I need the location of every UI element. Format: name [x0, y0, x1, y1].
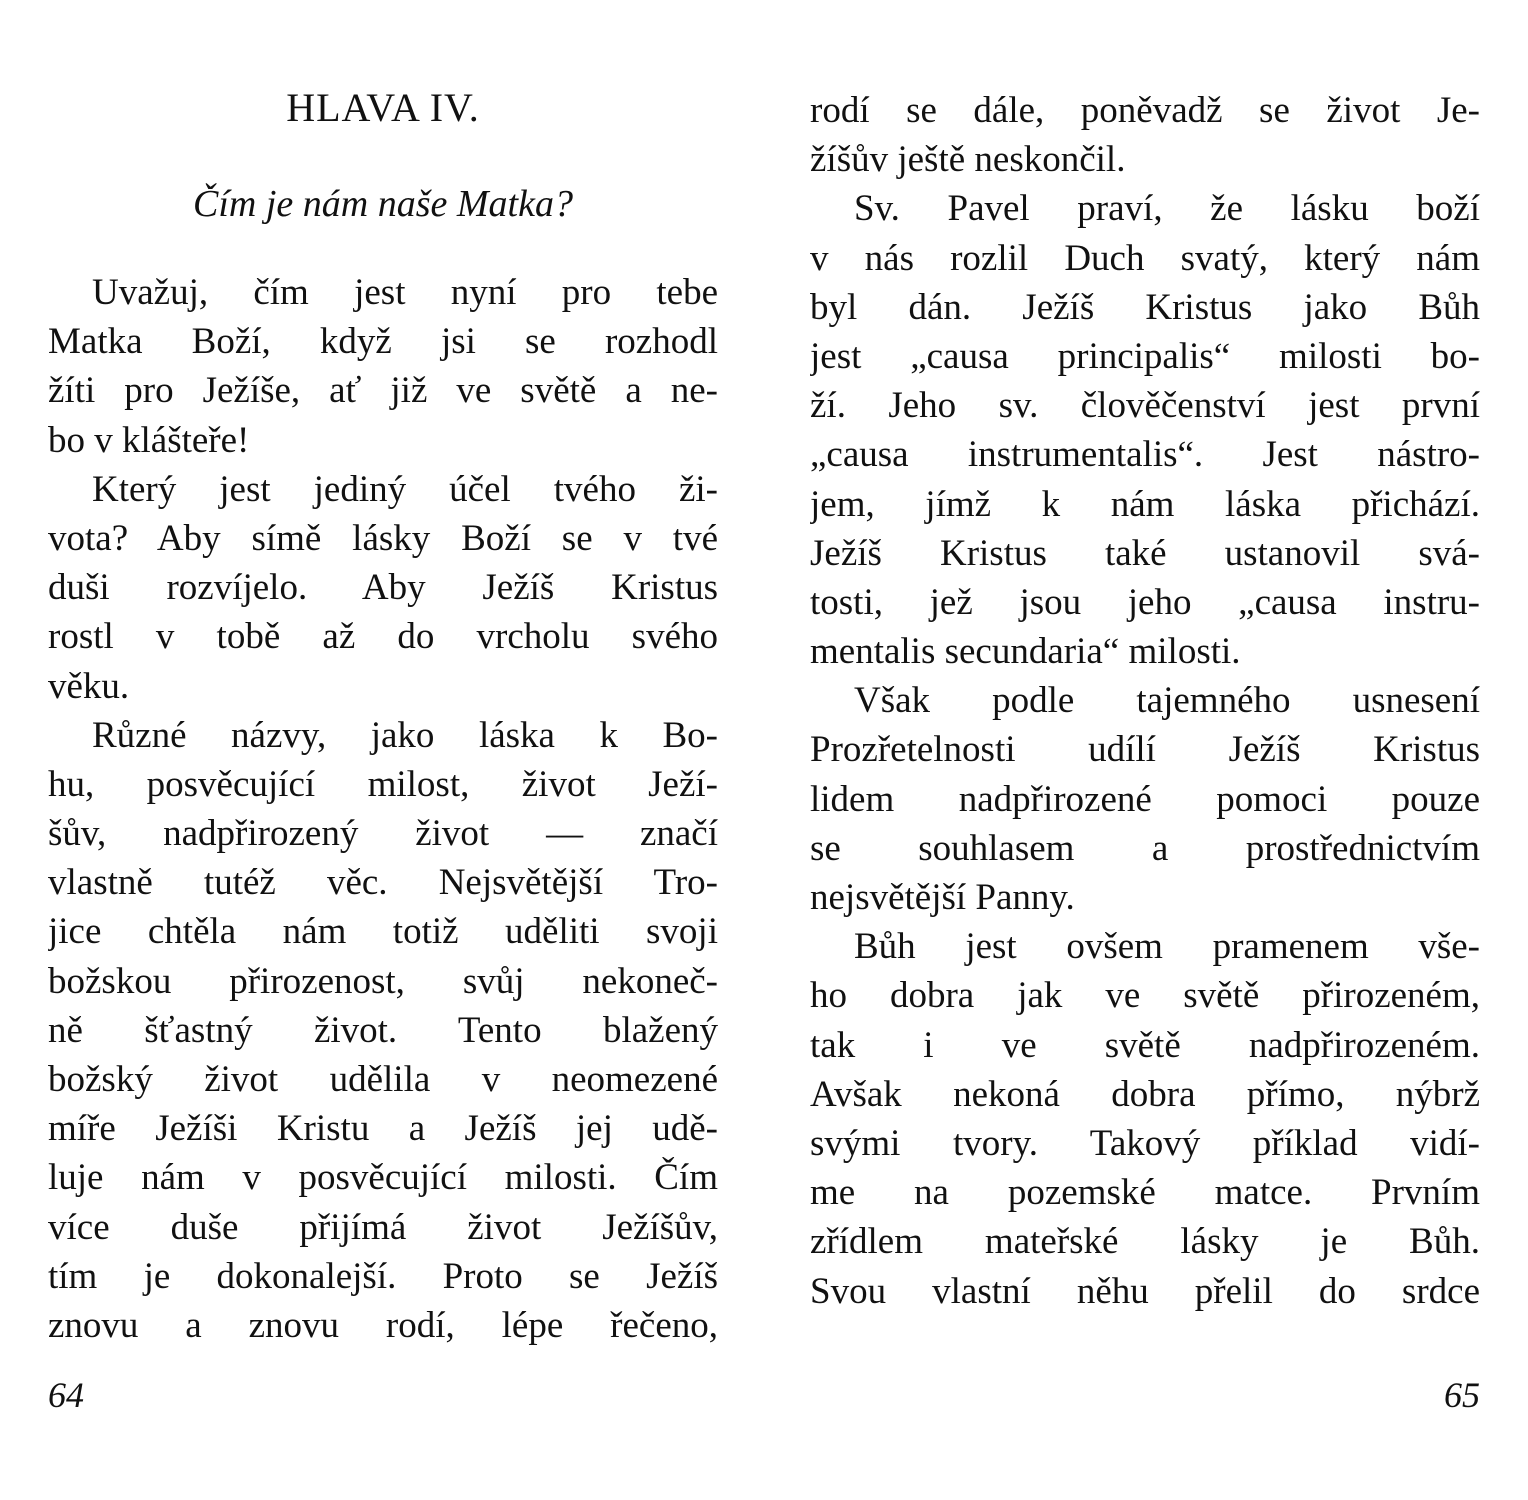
text-line: Různé názvy, jako láska k Bo-: [92, 714, 718, 756]
text-line: Však podle tajemného usnesení: [854, 680, 1480, 722]
paragraph: [810, 86, 1480, 184]
text-line: byl dán. Ježíš Kristus jako Bůh: [810, 286, 1480, 328]
text-line: ně šťastný život. Tento blažený: [48, 1009, 718, 1051]
text-line: Ježíš Kristus také ustanovil svá-: [810, 532, 1480, 574]
text-line: Matka Boží, když jsi se rozhodl: [48, 321, 718, 363]
text-line: se souhlasem a prostřednictvím: [810, 827, 1480, 869]
text-line: tak i ve světě nadpřirozeném.: [810, 1024, 1480, 1066]
paragraph: [48, 465, 718, 711]
text-line: rostl v tobě až do vrcholu svého: [48, 616, 718, 658]
text-line: více duše přijímá život Ježíšův,: [48, 1206, 718, 1248]
text-line: Prozřetelnosti udílí Ježíš Kristus: [810, 729, 1480, 771]
text-line: vlastně tutéž věc. Nejsvětější Tro-: [48, 862, 718, 904]
text-line: věku.: [48, 665, 130, 707]
chapter-heading: HLAVA IV.: [286, 85, 480, 130]
text-line: bo v klášteře!: [48, 419, 250, 461]
page-number: 64: [48, 1375, 84, 1415]
paragraph: [48, 268, 718, 465]
text-line: znovu a znovu rodí, lépe řečeno,: [48, 1304, 718, 1346]
chapter-subtitle: Čím je nám naše Matka?: [193, 183, 573, 225]
right-page: [810, 0, 1480, 1500]
text-line: nejsvětější Panny.: [810, 877, 1075, 918]
text-line: v nás rozlil Duch svatý, který nám: [810, 237, 1480, 279]
text-line: hu, posvěcující milost, život Ježí-: [48, 763, 718, 805]
paragraph: [810, 922, 1480, 1316]
text-line: Avšak nekoná dobra přímo, nýbrž: [810, 1073, 1480, 1115]
text-line: luje nám v posvěcující milosti. Čím: [48, 1157, 718, 1199]
text-line: vota? Aby símě lásky Boží se v tvé: [48, 517, 718, 559]
paragraph: [48, 711, 718, 1350]
text-line: božský život udělila v neomezené: [48, 1059, 718, 1100]
text-line: jice chtěla nám totiž uděliti svoji: [48, 911, 718, 953]
text-line: ží. Jeho sv. člověčenství jest první: [810, 385, 1480, 427]
page-number: 65: [1444, 1375, 1480, 1415]
text-line: Sv. Pavel praví, že lásku boží: [854, 188, 1480, 230]
text-line: mentalis secundaria“ milosti.: [810, 631, 1241, 673]
text-line: „causa instrumentalis“. Jest nástro-: [810, 434, 1480, 476]
text-line: božskou přirozenost, svůj nekoneč-: [48, 960, 718, 1002]
text-line: me na pozemské matce. Prvním: [810, 1172, 1480, 1214]
text-line: duši rozvíjelo. Aby Ježíš Kristus: [48, 567, 718, 609]
right-body-text: [810, 86, 1480, 1316]
text-line: jest „causa principalis“ milosti bo-: [810, 335, 1480, 377]
text-line: žíti pro Ježíše, ať již ve světě a ne-: [48, 370, 718, 412]
text-line: Bůh jest ovšem pramenem vše-: [854, 926, 1480, 968]
text-line: svými tvory. Takový příklad vidí-: [810, 1122, 1480, 1164]
text-line: zřídlem mateřské lásky je Bůh.: [810, 1221, 1480, 1263]
text-line: lidem nadpřirozené pomoci pouze: [810, 778, 1480, 820]
text-line: tosti, jež jsou jeho „causa instru-: [810, 581, 1480, 623]
text-line: jem, jímž k nám láska přichází.: [810, 483, 1480, 525]
text-line: ho dobra jak ve světě přirozeném,: [810, 975, 1480, 1017]
text-line: míře Ježíši Kristu a Ježíš jej udě-: [48, 1108, 718, 1150]
text-line: Který jest jediný účel tvého ži-: [92, 468, 718, 510]
paragraph: [810, 184, 1480, 676]
text-line: Uvažuj, čím jest nyní pro tebe: [92, 272, 718, 313]
text-line: Svou vlastní něhu přelil do srdce: [810, 1270, 1480, 1312]
text-line: šův, nadpřirozený život — značí: [48, 813, 718, 855]
left-page: [48, 0, 718, 1500]
text-line: rodí se dále, poněvadž se život Je-: [810, 90, 1480, 131]
text-line: tím je dokonalejší. Proto se Ježíš: [48, 1255, 718, 1297]
text-line: žíšův ještě neskončil.: [810, 139, 1126, 181]
left-body-text: [48, 268, 718, 1350]
paragraph: [810, 676, 1480, 922]
